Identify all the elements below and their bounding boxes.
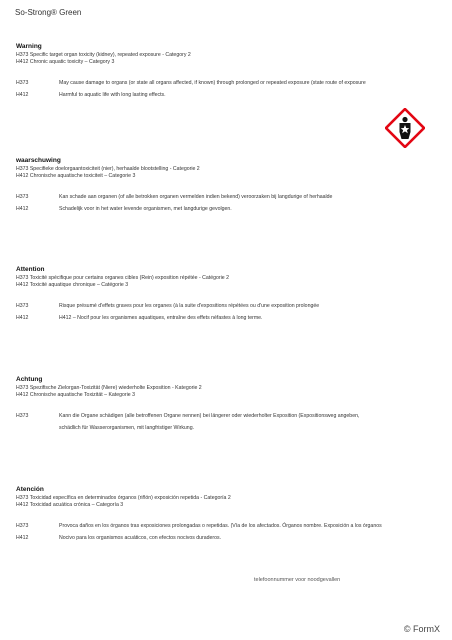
- hazard-code: H373: [16, 80, 29, 86]
- hazard-text: H412 – Nocif pour les organismes aquatiques, entraîne des effets néfastes à long terme.: [59, 315, 263, 321]
- hazard-code: H412: [16, 315, 29, 321]
- hazard-code: H373: [16, 194, 29, 200]
- section-heading: Attention: [16, 266, 45, 273]
- hazard-text: Harmful to aquatic life with long lasting effects.: [59, 92, 166, 98]
- hazard-text: Kann die Organe schädigen (alle betroffenen Organe nennen) bei längerer oder wiederholter Exposition (Expositionsweg angeben,: [59, 413, 360, 419]
- section-atencion: [16, 486, 436, 547]
- hazard-class-line: H373 Toxicidad específica en determinados órganos (riñón) exposición repetida - Categoría 2: [16, 495, 231, 501]
- hazard-code: H373: [16, 523, 29, 529]
- hazard-class-line: H373 Toxicité spécifique pour certains organes cibles (Rein) exposition répétée - Catégorie 2: [16, 275, 229, 281]
- hazard-statement: [16, 413, 436, 425]
- section-waarschuwing: [16, 157, 436, 218]
- hazard-text: May cause damage to organs (or state all organs affected, if known) through prolonged or repeated exposure (state route of exposure: [59, 80, 366, 86]
- hazard-text: schädlich für Wasserorganismen, mit langfristiger Wirkung.: [59, 425, 195, 431]
- hazard-class-line: H412 Chronic aquatic toxicity – Category 3: [16, 59, 115, 65]
- hazard-statement: [16, 535, 436, 547]
- hazard-class-line: H373 Specific target organ toxicity (kidney), repeated exposure - Category 2: [16, 52, 191, 58]
- hazard-class-line: H412 Chronische aquatische toxiciteit – Categorie 3: [16, 173, 136, 179]
- hazard-code: H412: [16, 92, 29, 98]
- section-heading: Achtung: [16, 376, 43, 383]
- hazard-statement: [16, 425, 436, 437]
- document-title: So-Strong® Green: [15, 8, 82, 17]
- hazard-code: H373: [16, 413, 29, 419]
- section-achtung: [16, 376, 436, 437]
- hazard-statement: [16, 315, 436, 327]
- hazard-text: Provoca daños en los órganos tras exposiciones prolongadas o repetidas. (Vía de los afectados. Órganos nombre. Exposición a los órganos: [59, 523, 382, 529]
- hazard-class-line: H373 Specifieke doelorgaantoxiciteit (nier), herhaalde blootstelling - Categorie 2: [16, 166, 200, 172]
- hazard-class-line: H373 Spezifische Zielorgan-Toxizität (Niere) wiederholte Exposition - Kategorie 2: [16, 385, 202, 391]
- ghs08-health-hazard-icon: [385, 108, 425, 148]
- section-heading: Warning: [16, 43, 42, 50]
- section-heading: Atención: [16, 486, 44, 493]
- hazard-code: H412: [16, 206, 29, 212]
- hazard-statement: [16, 303, 436, 315]
- hazard-statement: [16, 523, 436, 535]
- section-warning: [16, 43, 436, 104]
- hazard-code: H412: [16, 535, 29, 541]
- hazard-statement: [16, 92, 436, 104]
- section-heading: waarschuwing: [16, 157, 61, 164]
- hazard-text: Kan schade aan organen (of alle betrokken organen vermelden indien bekend) veroorzaken bij langdurige of herhaalde: [59, 194, 333, 200]
- hazard-class-line: H412 Chronische aquatische Toxizität – Kategorie 3: [16, 392, 135, 398]
- hazard-code: H373: [16, 303, 29, 309]
- emergency-phone-note: telefoonnummer voor noodgevallen: [254, 577, 341, 583]
- hazard-statement: [16, 206, 436, 218]
- hazard-statement: [16, 80, 436, 92]
- hazard-text: Nocivo para los organismos acuáticos, con efectos nocivos duraderos.: [59, 535, 222, 541]
- hazard-class-line: H412 Toxicidad acuática crónica – Categoría 3: [16, 502, 124, 508]
- hazard-statement: [16, 194, 436, 206]
- brand-watermark: © FormX: [403, 624, 440, 634]
- hazard-text: Schadelijk voor in het water levende organismen, met langdurige gevolgen.: [59, 206, 232, 212]
- hazard-text: Risque présumé d'effets graves pour les organes (à la suite d'expositions répétées ou d'une exposition prolongée: [59, 303, 320, 309]
- hazard-class-line: H412 Toxicité aquatique chronique – Catégorie 3: [16, 282, 129, 288]
- section-attention: [16, 266, 436, 327]
